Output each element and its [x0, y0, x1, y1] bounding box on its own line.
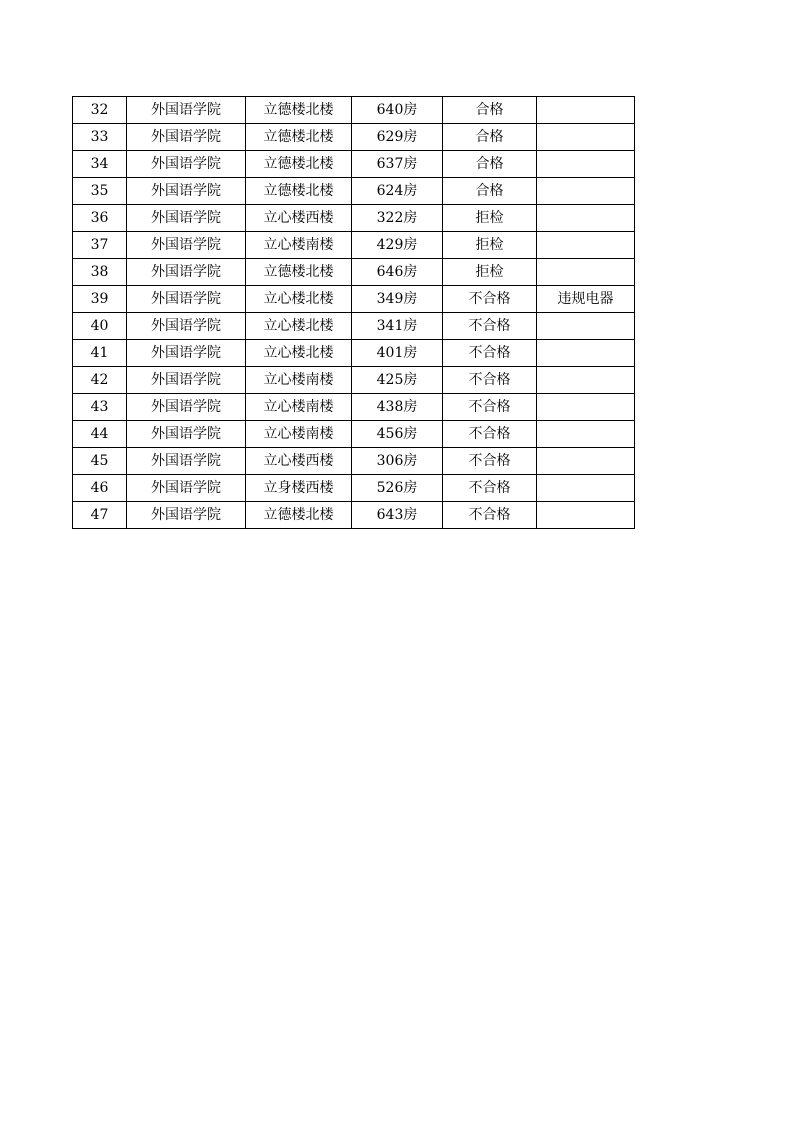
inspection-table: [72, 96, 635, 529]
table-row: [73, 178, 635, 205]
inspection-result-cell: 不合格: [443, 502, 537, 529]
room-number-cell: 349房: [352, 286, 443, 313]
table-row: [73, 448, 635, 475]
inspection-result-cell: 合格: [443, 151, 537, 178]
remark-cell: [537, 259, 635, 286]
room-number-cell: 429房: [352, 232, 443, 259]
remark-cell: [537, 367, 635, 394]
room-number-cell: 322房: [352, 205, 443, 232]
building-name-cell: 立心楼南楼: [246, 394, 352, 421]
building-name-cell: 立心楼北楼: [246, 340, 352, 367]
inspection-result-cell: 不合格: [443, 286, 537, 313]
remark-cell: [537, 124, 635, 151]
inspection-result-cell: 不合格: [443, 367, 537, 394]
remark-cell: 违规电器: [537, 286, 635, 313]
college-name-cell: 外国语学院: [127, 448, 246, 475]
inspection-result-cell: 不合格: [443, 448, 537, 475]
inspection-result-cell: 合格: [443, 124, 537, 151]
table-row: [73, 340, 635, 367]
building-name-cell: 立身楼西楼: [246, 475, 352, 502]
inspection-result-cell: 拒检: [443, 232, 537, 259]
remark-cell: [537, 178, 635, 205]
college-name-cell: 外国语学院: [127, 475, 246, 502]
building-name-cell: 立心楼北楼: [246, 286, 352, 313]
college-name-cell: 外国语学院: [127, 232, 246, 259]
table-row: [73, 205, 635, 232]
table-row: [73, 394, 635, 421]
college-name-cell: 外国语学院: [127, 502, 246, 529]
college-name-cell: 外国语学院: [127, 205, 246, 232]
table-row: [73, 259, 635, 286]
remark-cell: [537, 205, 635, 232]
building-name-cell: 立德楼北楼: [246, 502, 352, 529]
room-number-cell: 341房: [352, 313, 443, 340]
building-name-cell: 立心楼北楼: [246, 313, 352, 340]
table-row: [73, 313, 635, 340]
row-number-cell: 32: [73, 97, 127, 124]
inspection-result-cell: 拒检: [443, 205, 537, 232]
remark-cell: [537, 151, 635, 178]
college-name-cell: 外国语学院: [127, 178, 246, 205]
building-name-cell: 立德楼北楼: [246, 124, 352, 151]
table-row: [73, 124, 635, 151]
college-name-cell: 外国语学院: [127, 259, 246, 286]
room-number-cell: 456房: [352, 421, 443, 448]
row-number-cell: 37: [73, 232, 127, 259]
inspection-result-cell: 拒检: [443, 259, 537, 286]
building-name-cell: 立德楼北楼: [246, 97, 352, 124]
building-name-cell: 立心楼南楼: [246, 421, 352, 448]
college-name-cell: 外国语学院: [127, 124, 246, 151]
college-name-cell: 外国语学院: [127, 151, 246, 178]
row-number-cell: 34: [73, 151, 127, 178]
remark-cell: [537, 394, 635, 421]
row-number-cell: 46: [73, 475, 127, 502]
remark-cell: [537, 97, 635, 124]
inspection-result-cell: 不合格: [443, 475, 537, 502]
room-number-cell: 526房: [352, 475, 443, 502]
row-number-cell: 45: [73, 448, 127, 475]
room-number-cell: 401房: [352, 340, 443, 367]
row-number-cell: 35: [73, 178, 127, 205]
row-number-cell: 42: [73, 367, 127, 394]
room-number-cell: 624房: [352, 178, 443, 205]
building-name-cell: 立德楼北楼: [246, 259, 352, 286]
row-number-cell: 43: [73, 394, 127, 421]
inspection-result-cell: 不合格: [443, 394, 537, 421]
table-row: [73, 286, 635, 313]
building-name-cell: 立德楼北楼: [246, 151, 352, 178]
remark-cell: [537, 502, 635, 529]
college-name-cell: 外国语学院: [127, 367, 246, 394]
inspection-result-cell: 不合格: [443, 340, 537, 367]
room-number-cell: 629房: [352, 124, 443, 151]
room-number-cell: 425房: [352, 367, 443, 394]
table-row: [73, 97, 635, 124]
row-number-cell: 33: [73, 124, 127, 151]
remark-cell: [537, 421, 635, 448]
room-number-cell: 643房: [352, 502, 443, 529]
table-row: [73, 151, 635, 178]
remark-cell: [537, 232, 635, 259]
inspection-result-cell: 不合格: [443, 421, 537, 448]
room-number-cell: 640房: [352, 97, 443, 124]
table-row: [73, 475, 635, 502]
college-name-cell: 外国语学院: [127, 394, 246, 421]
inspection-result-cell: 合格: [443, 97, 537, 124]
remark-cell: [537, 313, 635, 340]
inspection-result-cell: 不合格: [443, 313, 537, 340]
room-number-cell: 646房: [352, 259, 443, 286]
row-number-cell: 39: [73, 286, 127, 313]
table-row: [73, 232, 635, 259]
row-number-cell: 47: [73, 502, 127, 529]
college-name-cell: 外国语学院: [127, 421, 246, 448]
building-name-cell: 立心楼南楼: [246, 232, 352, 259]
room-number-cell: 438房: [352, 394, 443, 421]
table-row: [73, 367, 635, 394]
table-row: [73, 421, 635, 448]
row-number-cell: 38: [73, 259, 127, 286]
table-row: [73, 502, 635, 529]
college-name-cell: 外国语学院: [127, 313, 246, 340]
room-number-cell: 306房: [352, 448, 443, 475]
college-name-cell: 外国语学院: [127, 286, 246, 313]
building-name-cell: 立心楼西楼: [246, 448, 352, 475]
inspection-table-body: [73, 97, 635, 529]
row-number-cell: 40: [73, 313, 127, 340]
row-number-cell: 36: [73, 205, 127, 232]
row-number-cell: 44: [73, 421, 127, 448]
college-name-cell: 外国语学院: [127, 340, 246, 367]
room-number-cell: 637房: [352, 151, 443, 178]
remark-cell: [537, 448, 635, 475]
remark-cell: [537, 475, 635, 502]
building-name-cell: 立心楼西楼: [246, 205, 352, 232]
row-number-cell: 41: [73, 340, 127, 367]
inspection-result-cell: 合格: [443, 178, 537, 205]
building-name-cell: 立心楼南楼: [246, 367, 352, 394]
remark-cell: [537, 340, 635, 367]
college-name-cell: 外国语学院: [127, 97, 246, 124]
building-name-cell: 立德楼北楼: [246, 178, 352, 205]
